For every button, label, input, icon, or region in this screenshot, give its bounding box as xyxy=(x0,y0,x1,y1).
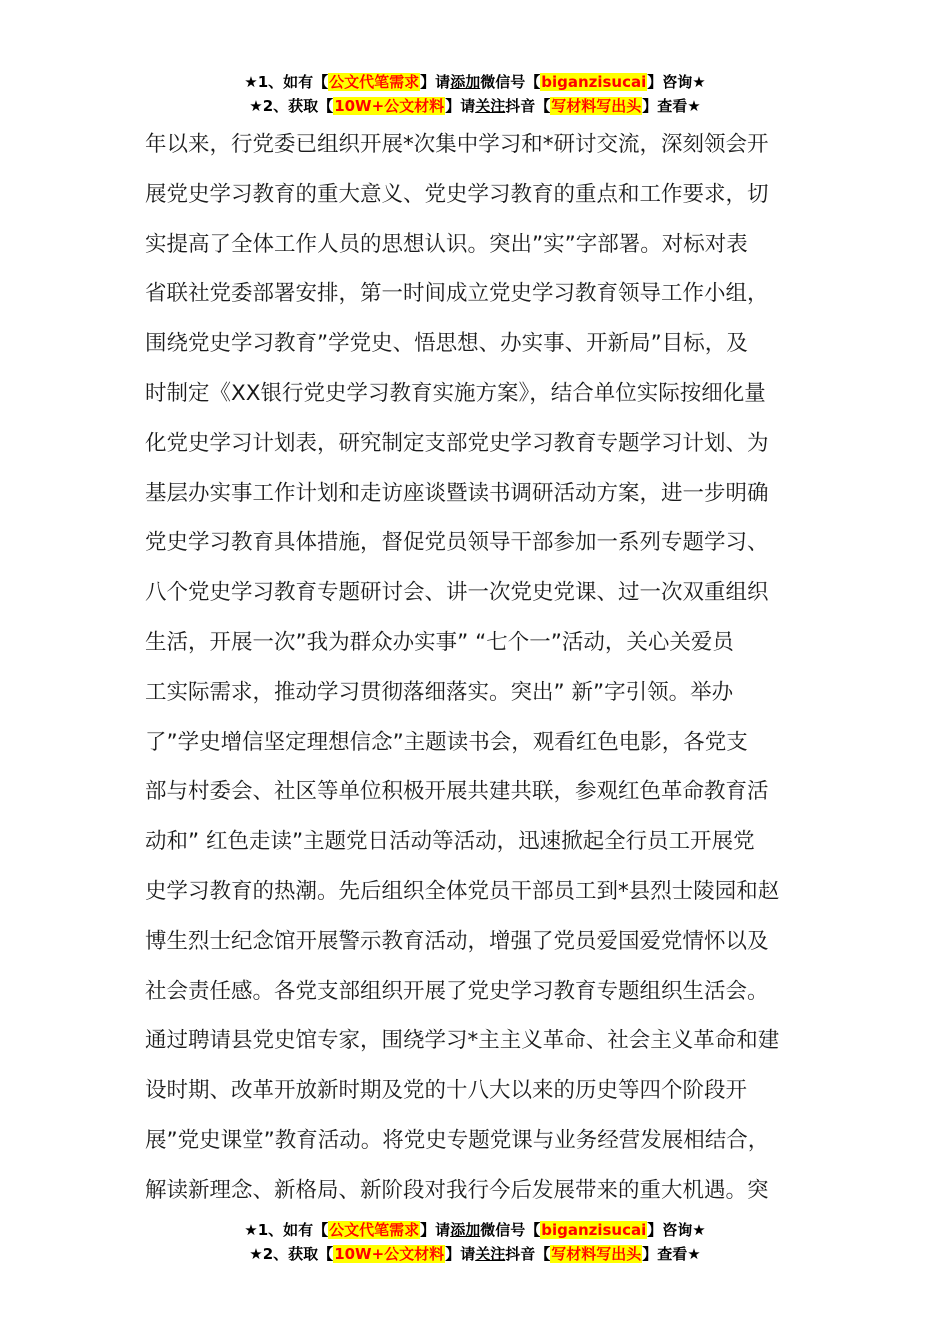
text-line: 基层办实事工作计划和走访座谈暨读书调研活动方案，进一步明确 xyxy=(145,480,769,506)
highlight-materials: 10W+公文材料 xyxy=(334,97,445,115)
banner-line-1: ★1、如有【公文代笔需求】请添加微信号【biganzisucai】咨询★ xyxy=(244,73,706,91)
text-line: 生活，开展一次”我为群众办实事” “七个一”活动，关心关爱员 xyxy=(145,629,734,655)
text-line: 通过聘请县党史馆专家，围绕学习*主主义革命、社会主义革命和建 xyxy=(145,1028,780,1054)
text-line: 动和” 红色走读”主题党日活动等活动，迅速掀起全行员工开展党 xyxy=(145,829,755,855)
highlight-service: 公文代笔需求 xyxy=(329,1221,420,1239)
text-line: 史学习教育的热潮。先后组织全体党员干部员工到*县烈士陵园和赵 xyxy=(145,878,780,904)
highlight-douyin-account: 写材料写出头 xyxy=(551,97,642,115)
highlight-wechat-id: biganzisucai xyxy=(541,1221,647,1239)
banner-line-1: ★1、如有【公文代笔需求】请添加微信号【biganzisucai】咨询★ xyxy=(244,1221,706,1239)
bottom-banner xyxy=(0,1218,950,1266)
banner-line-2: ★2、获取【10W+公文材料】请关注抖音【写材料写出头】查看★ xyxy=(249,1245,701,1263)
text-line: 设时期、改革开放新时期及党的十八大以来的历史等四个阶段开 xyxy=(145,1078,748,1104)
text-line: 解读新理念、新格局、新阶段对我行今后发展带来的重大机遇。突 xyxy=(145,1177,769,1203)
body-paragraph xyxy=(145,120,825,1216)
highlight-wechat-id: biganzisucai xyxy=(541,73,647,91)
highlight-materials: 10W+公文材料 xyxy=(334,1245,445,1263)
highlight-douyin-account: 写材料写出头 xyxy=(551,1245,642,1263)
text-line: 了”学史增信坚定理想信念”主题读书会，观看红色电影，各党支 xyxy=(145,729,748,755)
banner-line-2: ★2、获取【10W+公文材料】请关注抖音【写材料写出头】查看★ xyxy=(249,97,701,115)
text-line: 化党史学习计划表，研究制定支部党史学习教育专题学习计划、为 xyxy=(145,430,769,456)
text-line: 展”党史课堂”教育活动。将党史专题党课与业务经营发展相结合， xyxy=(145,1127,770,1153)
text-line: 年以来，行党委已组织开展*次集中学习和*研讨交流，深刻领会开 xyxy=(145,132,769,157)
text-line: 时制定《XX银行党史学习教育实施方案》，结合单位实际按细化量 xyxy=(145,380,766,406)
text-line: 部与村委会、社区等单位积极开展共建共联，参观红色革命教育活 xyxy=(145,779,769,805)
text-line: 社会责任感。各党支部组织开展了党史学习教育专题组织生活会。 xyxy=(145,978,769,1004)
text-line: 展党史学习教育的重大意义、党史学习教育的重点和工作要求，切 xyxy=(145,181,769,207)
highlight-service: 公文代笔需求 xyxy=(329,73,420,91)
text-line: 八个党史学习教育专题研讨会、讲一次党史党课、过一次双重组织 xyxy=(145,580,769,606)
top-banner xyxy=(0,70,950,118)
text-line: 博生烈士纪念馆开展警示教育活动，增强了党员爱国爱党情怀以及 xyxy=(145,928,769,954)
text-line: 围绕党史学习教育”学党史、悟思想、办实事、开新局”目标，及 xyxy=(145,331,748,357)
text-line: 党史学习教育具体措施，督促党员领导干部参加一系列专题学习、 xyxy=(145,530,769,556)
text-line: 工实际需求，推动学习贯彻落细落实。突出” 新”字引领。举办 xyxy=(145,679,734,705)
text-line: 省联社党委部署安排，第一时间成立党史学习教育领导工作小组， xyxy=(145,281,769,307)
text-line: 实提高了全体工作人员的思想认识。突出”实”字部署。对标对表 xyxy=(145,231,748,257)
